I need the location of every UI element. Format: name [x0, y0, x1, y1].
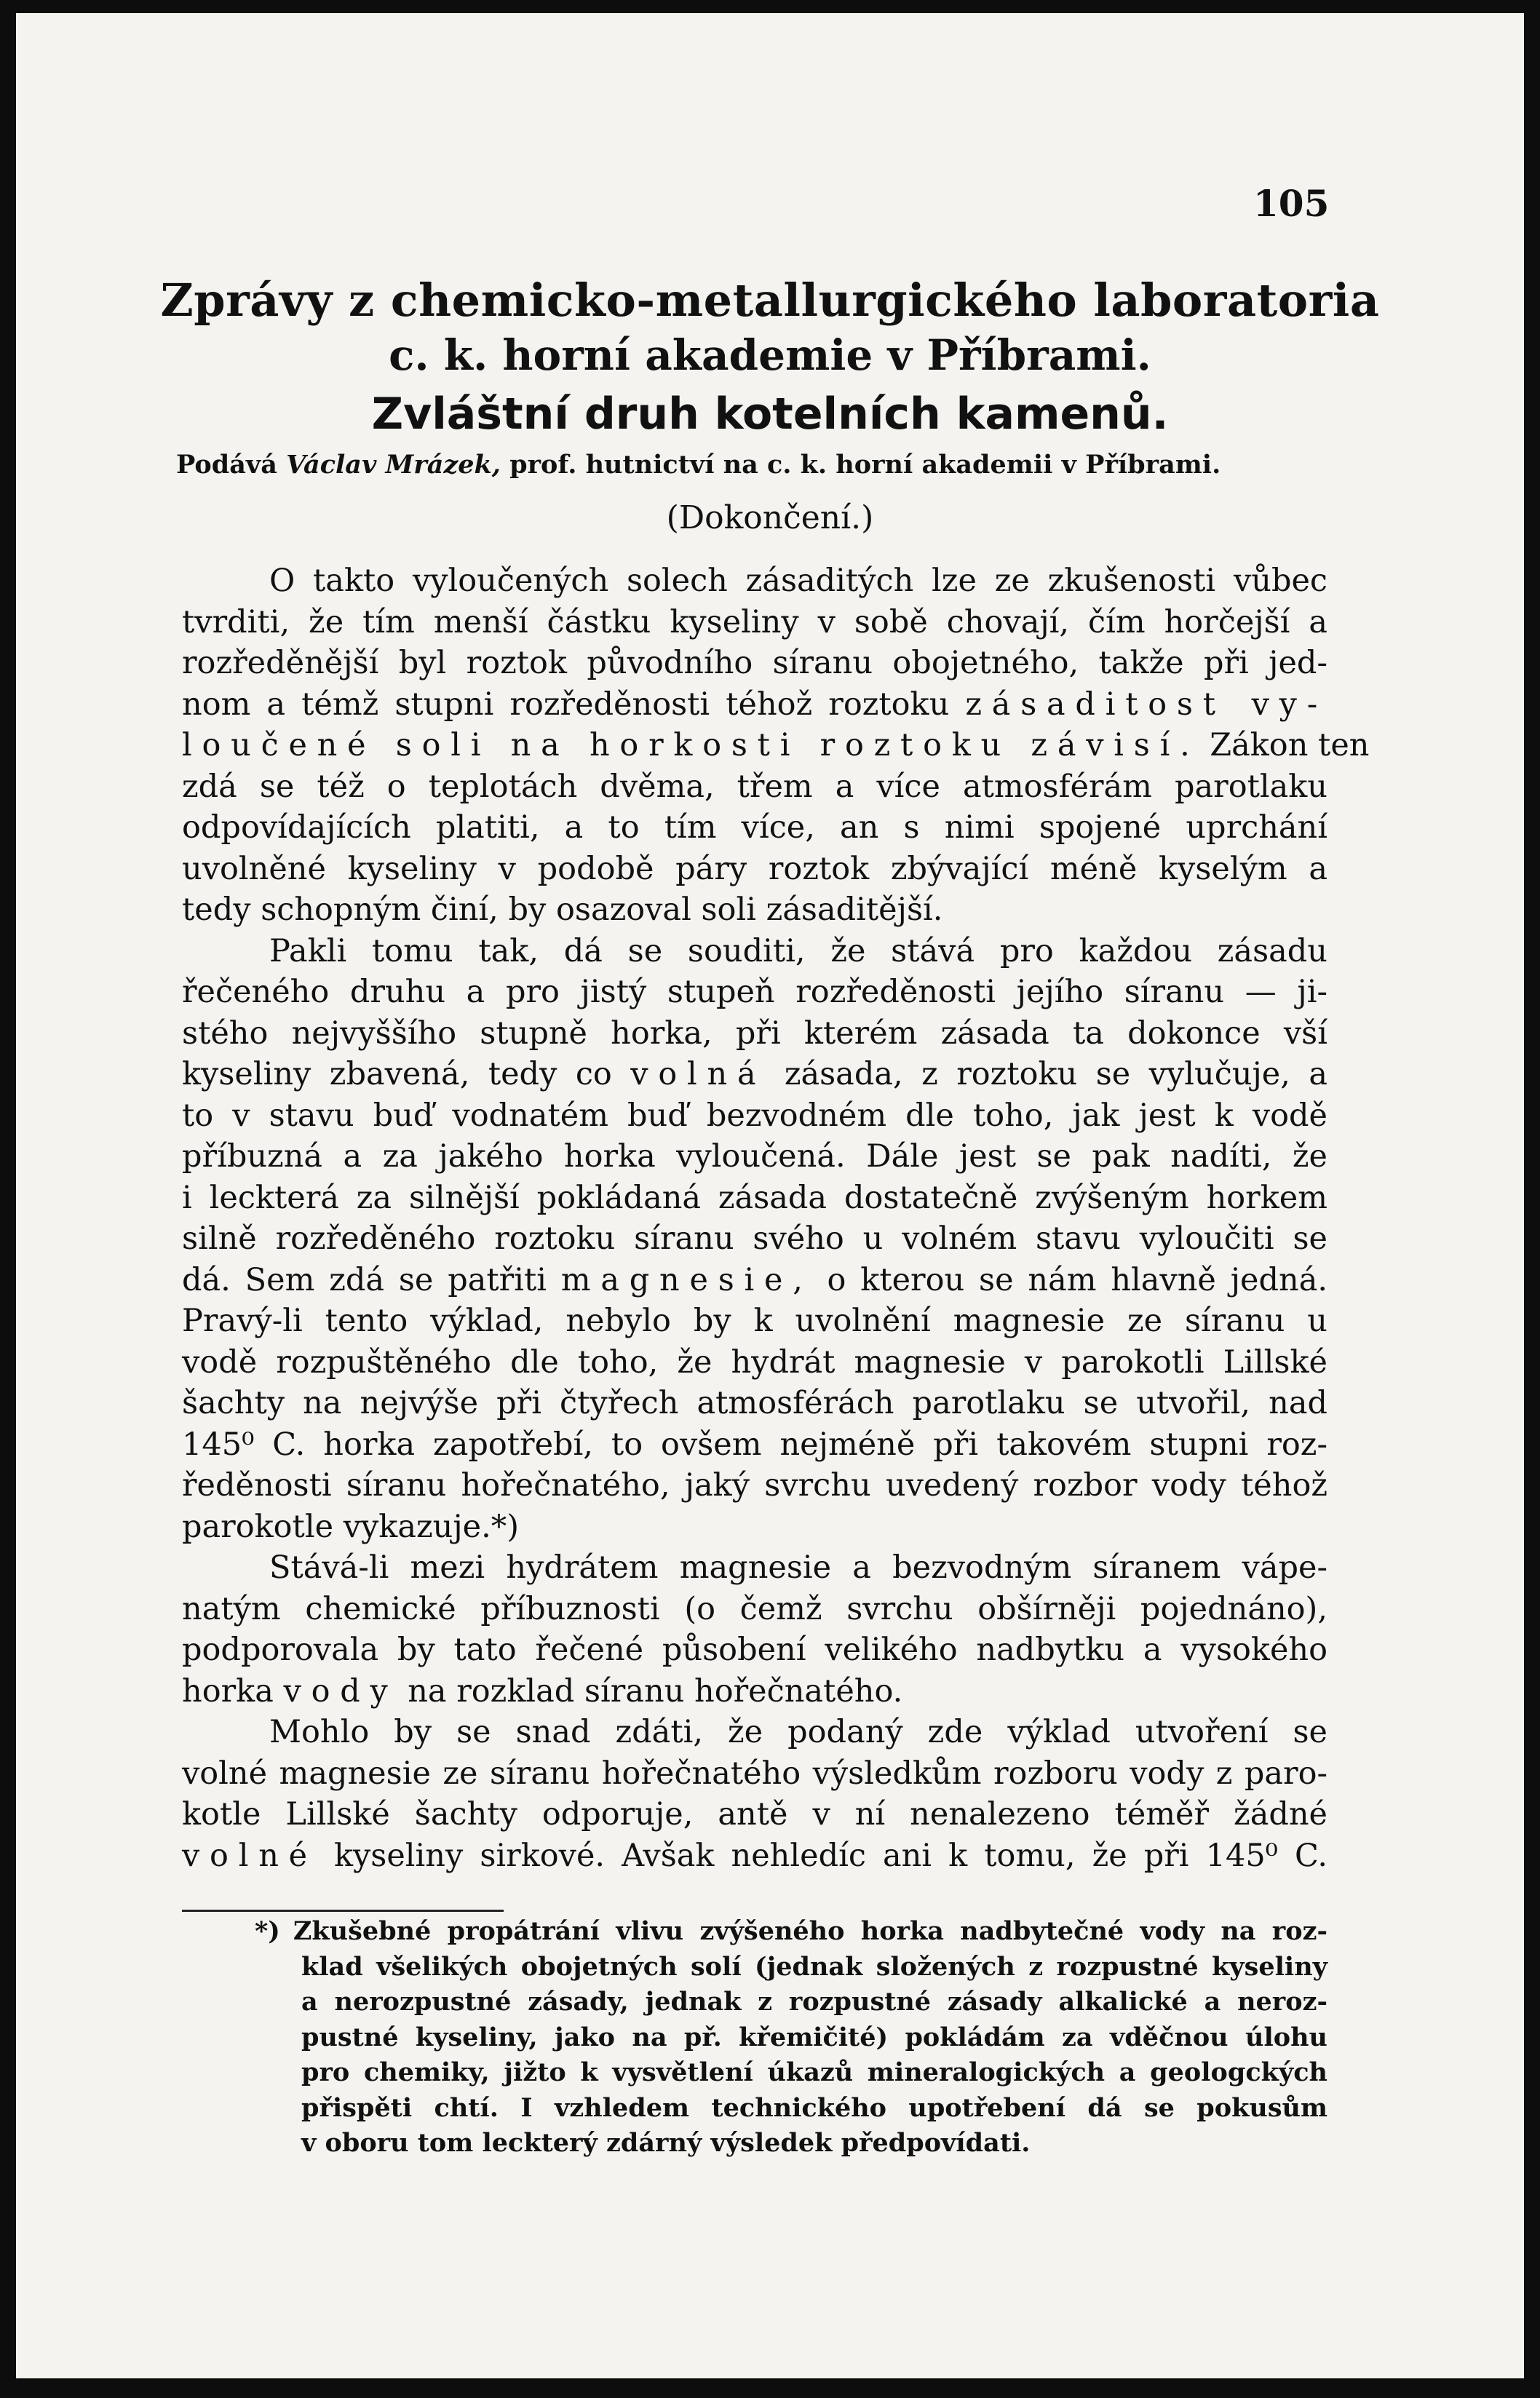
text-run: na rozklad síranu hořečnatého.: [408, 1672, 903, 1710]
emphasized-text: zásaditost vy-: [965, 686, 1327, 723]
text-line: silně rozředěného roztoku síranu svého u volném stavu vyloučiti se: [182, 1220, 1327, 1257]
footnote-line: [182, 1914, 1327, 1950]
text-line: Pravý-li tento výklad, nebylo by k uvolnění magnesie ze síranu u: [182, 1303, 1327, 1339]
text-line: parokotle vykazuje.*): [182, 1508, 520, 1545]
text-line: odpovídajících platiti, a to tím více, an s nimi spojené uprchání: [182, 809, 1327, 846]
text-line: [182, 725, 1370, 766]
text-run: o kterou se nám hlavně jedná.: [827, 1261, 1328, 1298]
emphasized-text: loučené soli na horkosti roztoku závisí.: [182, 727, 1200, 763]
text-line: Pakli tomu tak, dá se souditi, že stává pro každou zásadu: [269, 932, 1327, 969]
text-line: šachty na nejvýše při čtyřech atmosférách parotlaku se utvořil, nad: [182, 1385, 1327, 1421]
article-body: [182, 560, 1370, 1876]
text-line: řečeného druhu a pro jistý stupeň rozředěnosti jejího síranu — ji-: [182, 974, 1327, 1010]
text-line: příbuzná a za jakého horka vyloučená. Dále jest se pak nadíti, že: [182, 1138, 1327, 1175]
text-line: [182, 684, 1327, 726]
text-run: dá. Sem zdá se patřiti: [182, 1261, 547, 1298]
emphasized-text: volná: [630, 1056, 766, 1092]
text-line: Mohlo by se snad zdáti, že podaný zde výklad utvoření se: [269, 1714, 1327, 1750]
author-affiliation: prof. hutnictví na c. k. horní akademii v Příbrami.: [509, 450, 1221, 480]
footnote-line: přispěti chtí. I vzhledem technického upotřebení dá se pokusům: [301, 2092, 1327, 2123]
article-title-line-1: Zprávy z chemicko-metallurgického laboratoria: [160, 274, 1380, 327]
emphasized-text: vody: [283, 1672, 398, 1710]
text-line: tedy schopným činí, by osazoval soli zásaditější.: [182, 892, 943, 928]
text-line: ředěnosti síranu hořečnatého, jaký svrchu uvedený rozbor vody téhož: [182, 1467, 1327, 1504]
text-line: rozředěnější byl roztok původního síranu obojetného, takže při jed-: [182, 645, 1327, 681]
text-line: vodě rozpuštěného dle toho, že hydrát magnesie v parokotli Lillské: [182, 1343, 1327, 1381]
footnote-line: klad všelikých obojetných solí (jednak složených z rozpustné kyseliny: [301, 1951, 1327, 1982]
text-line: O takto vyloučených solech zásaditých lze ze zkušenosti vůbec: [269, 563, 1327, 599]
emphasized-text: magnesie,: [560, 1261, 813, 1298]
author-prefix: Podává: [176, 450, 277, 480]
text-line: volné magnesie ze síranu hořečnatého výsledkům rozboru vody z paro-: [182, 1755, 1327, 1792]
text-line: [182, 1054, 1327, 1095]
text-line: [182, 1260, 1327, 1301]
text-run: zásada, z roztoku se vylučuje, a: [784, 1056, 1328, 1092]
footnote-line: pro chemiky, jižto k vysvětlení úkazů mineralogických a geologckých: [301, 2057, 1327, 2087]
footnote-line: v oboru tom leckterý zdárný výsledek předpovídati.: [301, 2128, 1031, 2158]
text-line: Stává-li mezi hydrátem magnesie a bezvodným síranem vápe-: [269, 1549, 1327, 1586]
continued-note: (Dokončení.): [666, 499, 874, 536]
footnote-line: a nerozpustné zásady, jednak z rozpustné zásady alkalické a neroz-: [301, 1987, 1327, 2017]
text-line: [182, 1671, 1327, 1712]
text-run: Zkušebné propátrání vlivu zvýšeného horka nadbytečné vody na roz-: [293, 1916, 1327, 1946]
text-line: 145⁰ C. horka zapotřebí, to ovšem nejméně při takovém stupni roz-: [182, 1426, 1327, 1463]
text-line: to v stavu buď vodnatém buď bezvodném dle toho, jak jest k vodě: [182, 1097, 1327, 1134]
text-line: tvrditi, že tím menší částku kyseliny v sobě chovají, čím horčejší a: [182, 603, 1327, 640]
text-line: stého nejvyššího stupně horka, při kterém zásada ta dokonce vší: [182, 1015, 1327, 1052]
text-run: nom a témž stupni rozředěnosti téhož roztoku: [182, 686, 950, 723]
footnote: [182, 1914, 1327, 2161]
text-run: Zákon ten: [1210, 727, 1370, 763]
book-page: [16, 13, 1524, 2378]
page-number: 105: [1253, 182, 1330, 225]
text-run: horka: [182, 1672, 274, 1710]
author-name: Václav Mrázek,: [286, 450, 501, 480]
emphasized-text: volné: [182, 1837, 317, 1874]
text-line: uvolněné kyseliny v podobě páry roztok zbývající méně kyselým a: [182, 850, 1327, 887]
text-run: kyseliny zbavená, tedy co: [182, 1056, 612, 1092]
footnote-divider: [182, 1910, 504, 1912]
text-line: natým chemické příbuznosti (o čemž svrchu obšírněji pojednáno),: [182, 1590, 1327, 1627]
footnote-mark: *): [255, 1916, 280, 1946]
text-line: kotle Lillské šachty odporuje, antě v ní nenalezeno téměř žádné: [182, 1796, 1327, 1833]
text-line: i leckterá za silnější pokládaná zásada dostatečně zvýšeným horkem: [182, 1179, 1327, 1216]
text-line: zdá se též o teplotách dvěma, třem a více atmosférám parotlaku: [182, 768, 1327, 805]
footnote-line: pustné kyseliny, jako na př. křemičité) pokládám za vděčnou úlohu: [301, 2022, 1327, 2052]
text-line: [182, 1835, 1327, 1877]
text-run: kyseliny sirkové. Avšak nehledíc ani k tomu, že při 145⁰ C.: [333, 1837, 1327, 1874]
text-line: podporovala by tato řečené působení velikého nadbytku a vysokého: [182, 1632, 1327, 1668]
article-subtitle: Zvláštní druh kotelních kamenů.: [371, 389, 1169, 440]
author-line: [176, 450, 1326, 480]
article-title-line-2: c. k. horní akademie v Příbrami.: [389, 330, 1151, 380]
